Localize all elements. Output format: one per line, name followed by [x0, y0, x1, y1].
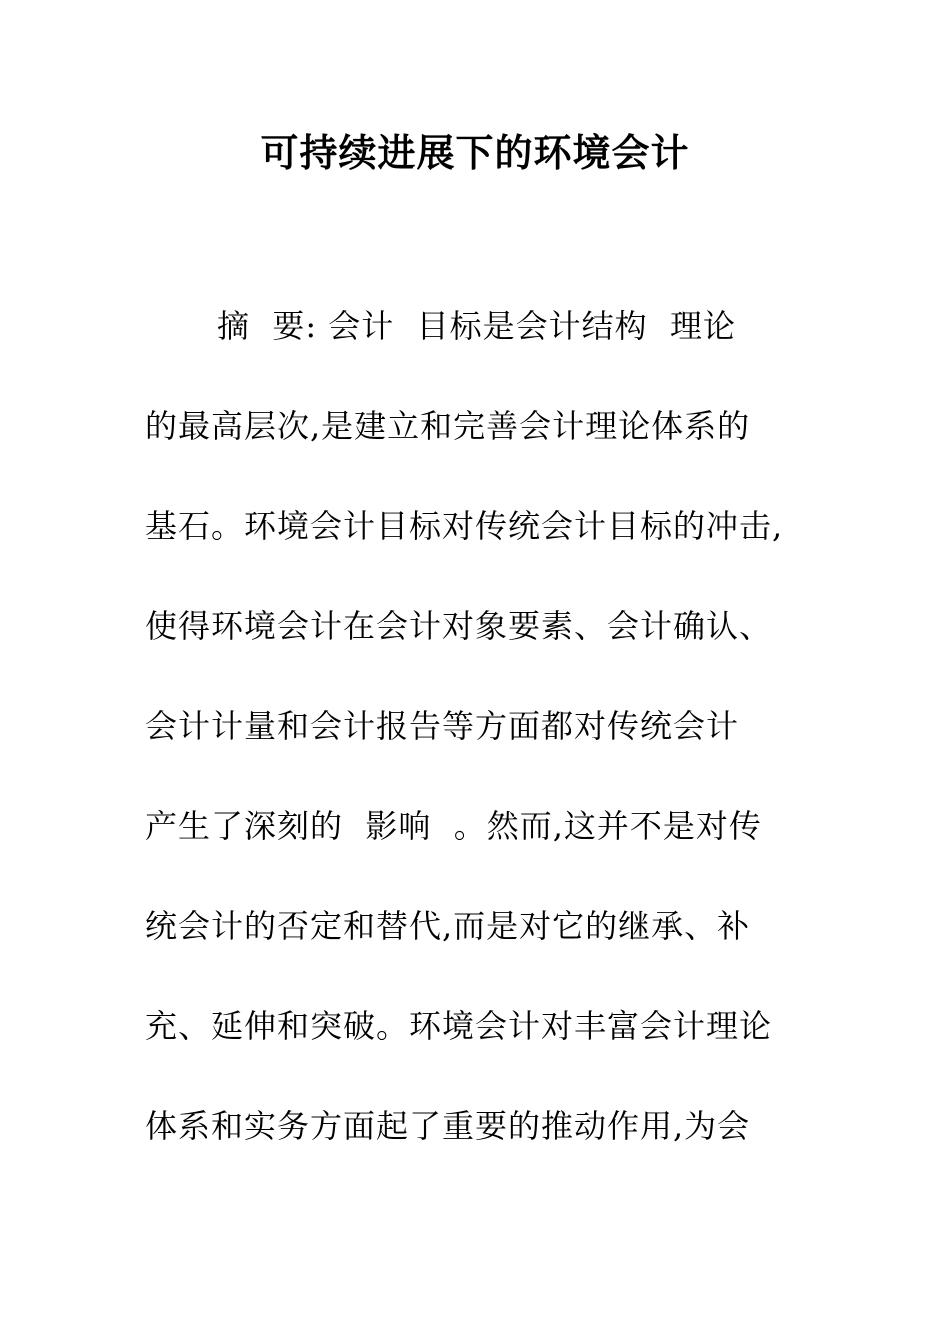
text-line: 摘 要: 会计 目标是会计结构 理论 — [217, 307, 736, 345]
text-line: 统会计的否定和替代,而是对它的继承、补 — [145, 907, 751, 945]
abstract-body — [145, 302, 825, 1202]
text-line: 会计计量和会计报告等方面都对传统会计 — [145, 707, 740, 745]
document-title: 可持续进展下的环境会计 — [260, 131, 690, 175]
text-line: 充、延伸和突破。环境会计对丰富会计理论 — [145, 1007, 773, 1045]
text-line: 产生了深刻的 影响 。然而,这并不是对传 — [145, 807, 762, 845]
text-line: 基石。环境会计目标对传统会计目标的冲击, — [145, 507, 784, 545]
text-line: 的最高层次,是建立和完善会计理论体系的 — [145, 407, 751, 445]
text-line: 使得环境会计在会计对象要素、会计确认、 — [145, 607, 773, 645]
text-line: 体系和实务方面起了重要的推动作用,为会 — [145, 1107, 751, 1145]
